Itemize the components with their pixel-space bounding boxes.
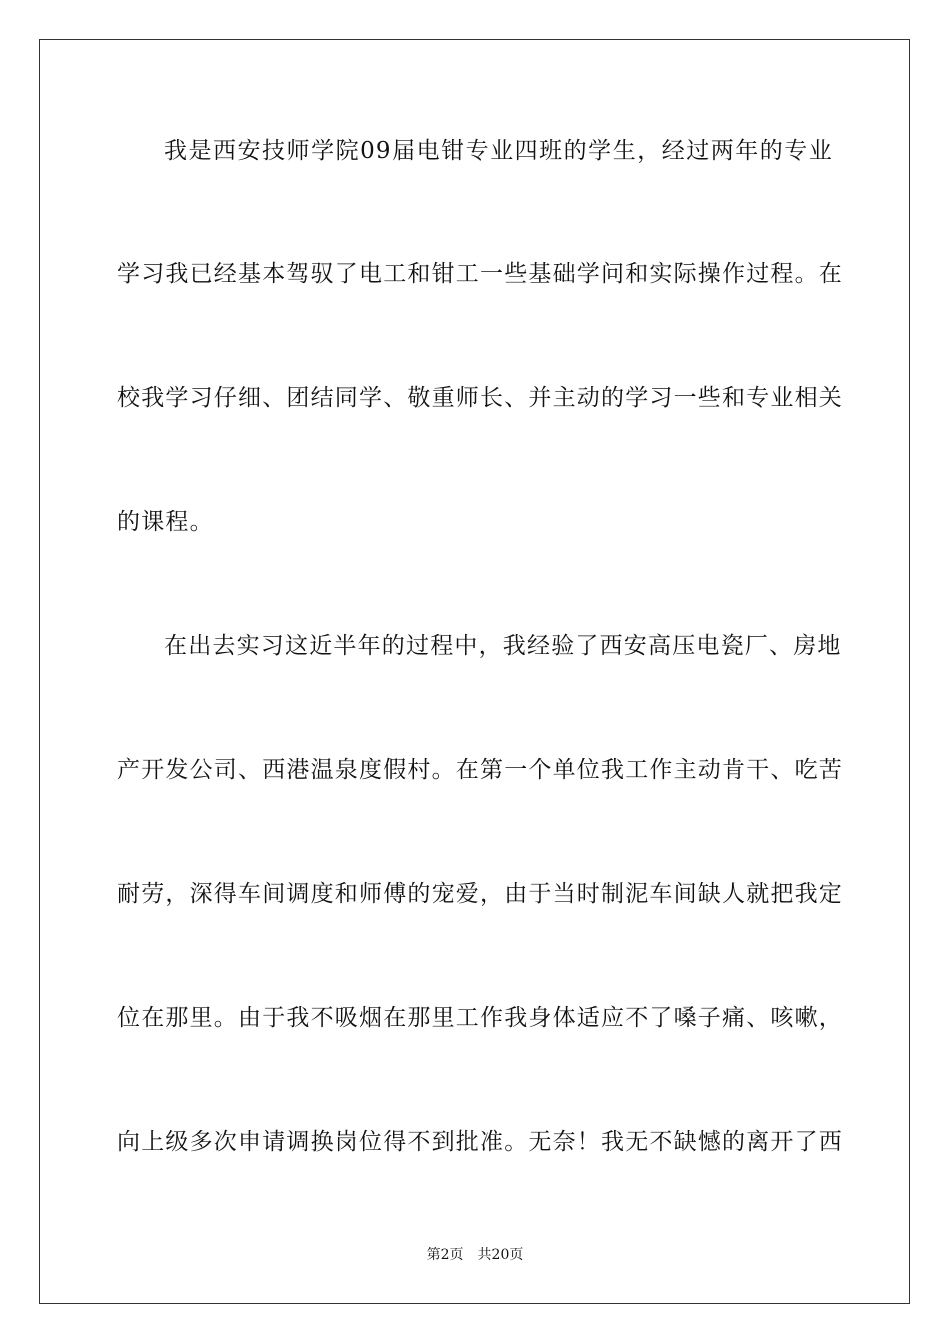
page-number: 第2页 — [426, 1247, 464, 1263]
paragraph-2-line-2: 产开发公司、西港温泉度假村。在第一个单位我工作主动肯干、吃苦 — [117, 757, 843, 783]
paragraph-1-line-2: 学习我已经基本驾驭了电工和钳工一些基础学问和实际操作过程。在 — [117, 261, 843, 287]
paragraph-2-line-5: 向上级多次申请调换岗位得不到批准。无奈！我无不缺憾的离开了西 — [117, 1129, 843, 1155]
paragraph-2-line-4: 位在那里。由于我不吸烟在那里工作我身体适应不了嗓子痛、咳嗽， — [117, 1005, 843, 1031]
page-total: 共20页 — [477, 1247, 524, 1263]
page-footer — [0, 1245, 950, 1265]
paragraph-1-line-1: 我是西安技师学院09届电钳专业四班的学生，经过两年的专业 — [164, 138, 833, 164]
paragraph-1-line-3: 校我学习仔细、团结同学、敬重师长、并主动的学习一些和专业相关 — [117, 385, 843, 411]
paragraph-1-line-4: 的课程。 — [117, 509, 214, 535]
paragraph-2-line-3: 耐劳，深得车间调度和师傅的宠爱，由于当时制泥车间缺人就把我定 — [117, 881, 843, 907]
page-frame — [39, 39, 910, 1304]
paragraph-2-line-1: 在出去实习这近半年的过程中，我经验了西安高压电瓷厂、房地 — [164, 633, 842, 659]
